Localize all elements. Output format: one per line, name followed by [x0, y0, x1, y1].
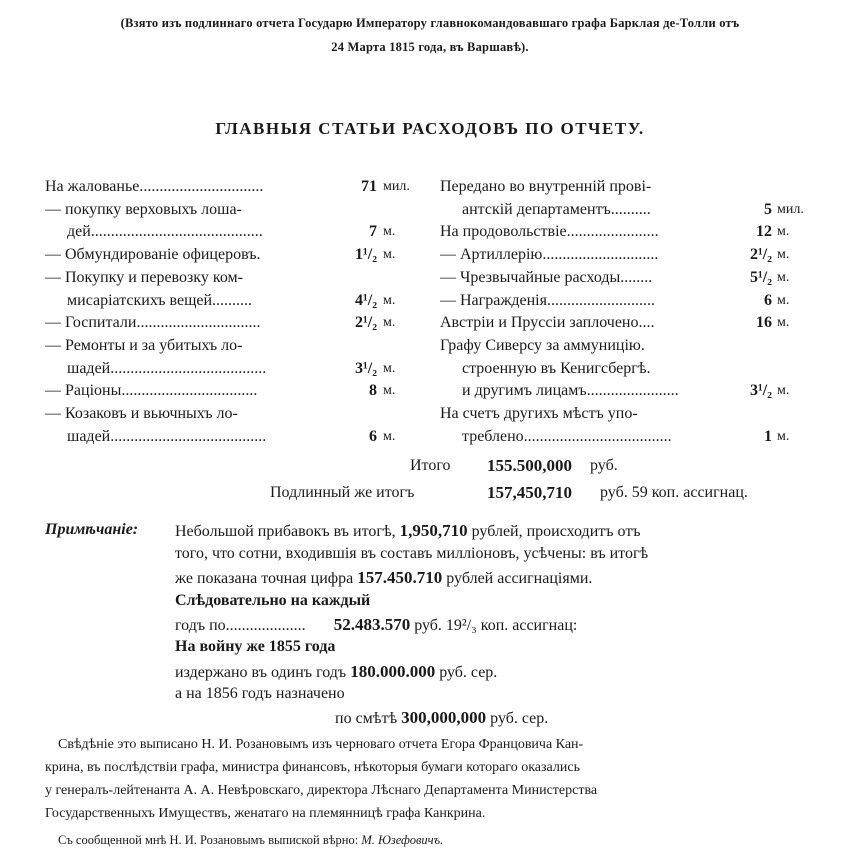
note-line-5: [175, 616, 577, 634]
expense-row: [440, 245, 810, 265]
expense-row: [45, 336, 415, 356]
expense-amount: 1: [764, 427, 772, 445]
expense-label: — Госпитали...............................: [45, 314, 261, 332]
expense-unit: м.: [383, 428, 396, 444]
source-note-line-1: (Взято изъ подлиннаго отчета Государю Императору главнокомандовавшаго графа Барклая де-Толли отъ: [120, 16, 740, 30]
expense-row: [440, 336, 810, 356]
note-text: по смѣтѣ: [335, 710, 398, 727]
expense-unit: м.: [777, 292, 790, 308]
expense-row: [45, 200, 415, 220]
expense-label: — Козаковъ и вьючныхъ ло-: [45, 405, 238, 422]
expense-label: — Ремонты и за убитыхъ ло-: [45, 336, 243, 354]
expense-unit: мил.: [383, 179, 410, 194]
expense-amount: 5¹/₂: [749, 268, 772, 286]
signature: М. Юзефовичъ.: [361, 833, 444, 847]
expense-unit: мил.: [777, 201, 804, 217]
note-number: 180.000.000: [350, 662, 436, 681]
expense-amount: 1¹/₂: [354, 246, 377, 264]
expense-unit: м.: [777, 428, 790, 444]
expense-label: мисаріатскихъ вещей..........: [67, 291, 253, 309]
expense-label: На продовольствіе.......................: [440, 223, 659, 241]
expense-unit: м.: [777, 383, 790, 399]
expense-label: треблено.....................................: [462, 427, 672, 445]
note-line-2: того, что сотни, входившія въ составъ милліоновъ, усѣчены: въ итогѣ: [175, 545, 649, 562]
expense-unit: м.: [777, 315, 790, 331]
expense-row: [45, 268, 415, 288]
note-label: Примѣчаніе:: [45, 521, 139, 538]
footer-line-3: у генералъ-лейтенанта А. А. Невѣровскаго, директора Лѣснаго Департамента Министерства: [45, 783, 598, 798]
expense-row: [440, 222, 810, 242]
expense-amount: 2¹/₂: [354, 314, 377, 332]
expense-amount: 7: [369, 223, 377, 241]
expense-unit: м.: [777, 224, 790, 240]
expense-label: шадей.......................................: [67, 359, 267, 377]
expense-amount: 3¹/₂: [749, 382, 772, 400]
footer-line-2: крина, въ послѣдствіи графа, министра финансовъ, нѣкоторыя бумаги котораго оказались: [45, 760, 580, 775]
expense-row: [45, 177, 415, 197]
expense-amount: 8: [369, 382, 377, 400]
expense-label: — Артиллерію.............................: [440, 246, 659, 264]
expense-unit: м.: [777, 269, 790, 285]
attestation: [58, 834, 443, 847]
note-text: годъ по....................: [175, 617, 306, 634]
footer-line-1: Свѣдѣніе это выписано Н. И. Розановымъ изъ черноваго отчета Егора Францовича Кан-: [58, 737, 584, 752]
expense-unit: м.: [383, 360, 396, 376]
expense-unit: м.: [383, 224, 396, 240]
note-line-8: а на 1856 годъ назначено: [175, 685, 345, 702]
expense-unit: м.: [383, 315, 396, 331]
expense-row: [45, 427, 415, 447]
expense-label: Передано во внутренній прові-: [440, 178, 652, 195]
expense-row: [440, 427, 810, 447]
expense-label: строенную въ Кенигсбергѣ.: [462, 359, 651, 377]
note-line-4: Слѣдовательно на каждый: [175, 592, 371, 609]
expense-row: [440, 200, 810, 220]
expense-amount: 6: [369, 427, 377, 445]
note-text: рублей ассигнаціями.: [446, 570, 593, 587]
total-unit: руб.: [590, 457, 618, 474]
expense-amount: 2¹/₂: [749, 246, 772, 264]
expense-amount: 6: [764, 291, 772, 309]
page-title: ГЛАВНЫЯ СТАТЬИ РАСХОДОВЪ ПО ОТЧЕТУ.: [215, 119, 645, 138]
expense-unit: м.: [383, 292, 396, 308]
expense-label: — Обмундированіе офицеровъ.: [45, 246, 261, 264]
footer-line-4: Государственныхъ Имуществъ, женатаго на племянницѣ графа Канкрина.: [45, 806, 486, 821]
note-number: 157.450.710: [357, 568, 443, 587]
expense-unit: м.: [383, 383, 396, 399]
expense-row: [45, 245, 415, 265]
expense-row: [45, 404, 415, 424]
expense-row: [45, 291, 415, 311]
note-text: руб. сер.: [490, 710, 549, 727]
expense-label: шадей.......................................: [67, 427, 267, 445]
expense-row: [440, 404, 810, 424]
expense-label: На жалованье...............................: [45, 178, 264, 195]
expense-row: [45, 222, 415, 242]
expense-label: — покупку верховыхъ лоша-: [45, 200, 242, 218]
expense-label: Австріи и Пруссіи заплочено....: [440, 314, 655, 332]
expense-row: [45, 313, 415, 333]
expense-row: [440, 177, 810, 197]
note-text: Небольшой прибавокъ въ итогѣ,: [175, 523, 396, 540]
note-number: 300,000,000: [401, 708, 487, 727]
note-line-6: На войну же 1855 года: [175, 638, 336, 655]
expense-unit: м.: [777, 247, 790, 263]
note-line-7: [175, 663, 497, 681]
expense-label: — Награжденія...........................: [440, 291, 655, 309]
expense-row: [45, 381, 415, 401]
total-value: 155.500,000: [487, 456, 572, 475]
expense-label: Графу Сиверсу за аммуницію.: [440, 336, 645, 354]
expense-amount: 12: [756, 223, 772, 241]
expense-amount: 3¹/₂: [354, 359, 377, 377]
expense-label: дей...........................................: [67, 223, 263, 241]
note-text: издержано въ одинъ годъ: [175, 664, 347, 681]
expense-row: [440, 313, 810, 333]
expense-row: [440, 381, 810, 401]
note-text: же показана точная цифра: [175, 570, 354, 587]
expense-row: [440, 359, 810, 379]
original-total-label: Подлинный же итогъ: [270, 484, 415, 501]
expense-label: — Чрезвычайные расходы........: [440, 268, 653, 286]
expense-amount: 5: [764, 200, 772, 218]
attestation-text: Съ сообщенной мнѣ Н. И. Розановымъ выпиской вѣрно:: [58, 833, 359, 847]
expense-amount: 16: [756, 314, 772, 332]
expense-amount: 71: [361, 178, 377, 195]
expense-row: [440, 291, 810, 311]
note-number: 52.483.570: [333, 615, 411, 634]
note-text: руб. сер.: [439, 664, 498, 681]
total-label: Итого: [410, 457, 451, 474]
expense-row: [440, 268, 810, 288]
expense-label: антскій департаментъ..........: [462, 200, 651, 218]
expense-row: [45, 359, 415, 379]
note-line-1: [175, 522, 641, 540]
note-line-3: [175, 569, 592, 587]
original-total-unit: руб. 59 коп. ассигнац.: [600, 484, 748, 501]
note-text: руб. 19²/₃ коп. ассигнац:: [414, 617, 578, 634]
note-number: 1,950,710: [399, 521, 468, 540]
expense-label: — Покупку и перевозку ком-: [45, 268, 243, 286]
original-total-value: 157,450,710: [487, 483, 572, 502]
source-note-line-2: 24 Марта 1815 года, въ Варшавѣ).: [331, 40, 529, 54]
expense-label: и другимъ лицамъ.......................: [462, 382, 679, 400]
expense-label: — Раціоны..................................: [45, 382, 258, 400]
note-text: рублей, происходитъ отъ: [471, 523, 641, 540]
note-line-9: [335, 709, 548, 727]
expense-amount: 4¹/₂: [354, 291, 377, 309]
expense-label: На счетъ другихъ мѣстъ упо-: [440, 405, 638, 422]
expense-unit: м.: [383, 247, 396, 263]
